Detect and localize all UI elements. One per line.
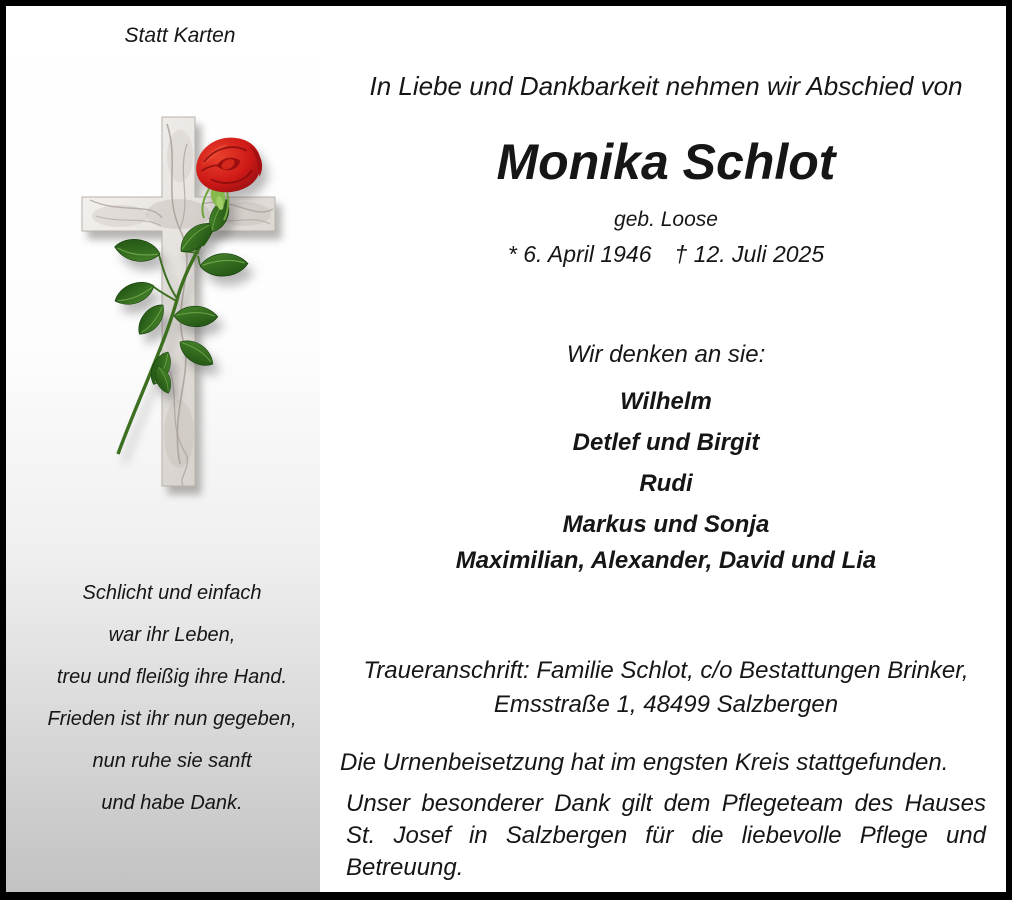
family-member-line: Detlef und Birgit — [572, 429, 760, 456]
poem-line: Schlicht und einfach — [82, 582, 262, 604]
thanks-line: Unser besonderer Dank gilt dem Pflegeteam des Hauses — [346, 790, 986, 817]
mourning-address-line: Emsstraße 1, 48499 Salzbergen — [493, 691, 839, 718]
farewell-intro-line: In Liebe und Dankbarkeit nehmen wir Abschied von — [369, 71, 963, 101]
family-member-line: Wilhelm — [620, 388, 712, 415]
cross-rose-image — [62, 104, 302, 504]
mourning-address-line: Traueranschrift: Familie Schlot, c/o Bestattungen Brinker, — [363, 657, 969, 684]
urn-burial-note: Die Urnenbeisetzung hat im engsten Kreis stattgefunden. — [340, 749, 949, 776]
family-member-line: Markus und Sonja — [562, 511, 770, 538]
remembrance-heading: Wir denken an sie: — [566, 341, 766, 368]
memorial-side-panel — [6, 6, 320, 892]
family-list — [336, 381, 996, 576]
poem-line: und habe Dank. — [101, 792, 243, 814]
birth-name: geb. Loose — [614, 208, 718, 231]
memorial-poem — [6, 572, 338, 824]
poem-line: nun ruhe sie sanft — [92, 750, 252, 772]
mourning-address — [336, 654, 996, 722]
poem-line: treu und fleißig ihre Hand. — [56, 666, 288, 688]
poem-line: Frieden ist ihr nun gegeben, — [47, 708, 297, 730]
family-member-line: Rudi — [639, 470, 693, 497]
thanks-paragraph — [346, 788, 986, 884]
red-rose-bloom — [191, 132, 266, 197]
thanks-line: Betreuung. — [346, 854, 464, 881]
deceased-name: Monika Schlot — [496, 134, 836, 190]
statt-karten-label: Statt Karten — [124, 24, 236, 47]
poem-line: war ihr Leben, — [108, 624, 236, 646]
life-dates: * 6. April 1946 † 12. Juli 2025 — [507, 241, 825, 267]
thanks-line: St. Josef in Salzbergen für die liebevolle Pflege und — [346, 822, 986, 849]
notice-sheet — [6, 6, 1006, 892]
family-member-line: Maximilian, Alexander, David und Lia — [455, 547, 877, 574]
